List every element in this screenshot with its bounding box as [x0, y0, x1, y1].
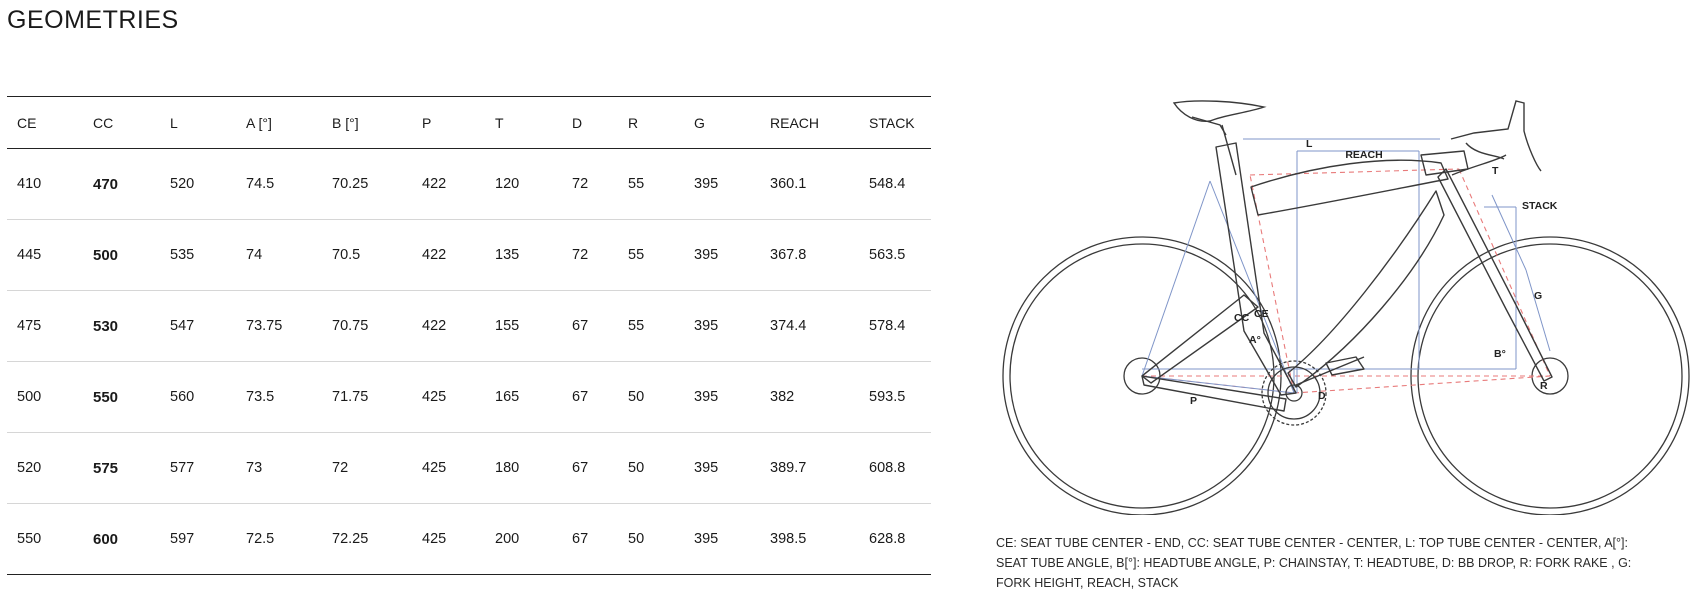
table-row — [7, 433, 931, 504]
table-cell: 67 — [562, 362, 618, 433]
table-row — [7, 504, 931, 575]
column-header: T — [485, 97, 562, 149]
column-header: L — [160, 97, 236, 149]
table-cell: 578.4 — [859, 291, 931, 362]
table-cell: 67 — [562, 504, 618, 575]
table-header-row — [7, 97, 931, 149]
label-r: R — [1540, 380, 1548, 392]
label-stack: STACK — [1522, 200, 1558, 212]
table-cell: 425 — [412, 504, 485, 575]
column-header: A [°] — [236, 97, 322, 149]
table-cell: 55 — [618, 220, 684, 291]
column-header: REACH — [760, 97, 859, 149]
table-cell: 500 — [83, 220, 160, 291]
table-cell: 395 — [684, 291, 760, 362]
label-p: P — [1190, 395, 1198, 407]
label-l: L — [1306, 138, 1313, 150]
table-cell: 500 — [7, 362, 83, 433]
table-cell: 425 — [412, 433, 485, 504]
table-cell: 50 — [618, 504, 684, 575]
table-cell: 67 — [562, 291, 618, 362]
table-cell: 382 — [760, 362, 859, 433]
table-cell: 422 — [412, 291, 485, 362]
column-header: CC — [83, 97, 160, 149]
table-cell: 597 — [160, 504, 236, 575]
table-cell: 50 — [618, 362, 684, 433]
table-cell: 422 — [412, 149, 485, 220]
table-cell: 180 — [485, 433, 562, 504]
column-header: D — [562, 97, 618, 149]
table-cell: 470 — [83, 149, 160, 220]
table-cell: 73 — [236, 433, 322, 504]
handlebar — [1451, 101, 1541, 175]
column-header: B [°] — [322, 97, 412, 149]
table-cell: 395 — [684, 362, 760, 433]
table-cell: 575 — [83, 433, 160, 504]
table-cell: 600 — [83, 504, 160, 575]
table-cell: 577 — [160, 433, 236, 504]
table-row — [7, 291, 931, 362]
table-cell: 550 — [7, 504, 83, 575]
table-cell: 550 — [83, 362, 160, 433]
table-cell: 74.5 — [236, 149, 322, 220]
table-cell: 608.8 — [859, 433, 931, 504]
table-cell: 72 — [562, 220, 618, 291]
geometry-table — [7, 96, 931, 575]
table-cell: 520 — [7, 433, 83, 504]
table-cell: 73.75 — [236, 291, 322, 362]
table-cell: 155 — [485, 291, 562, 362]
table-cell: 410 — [7, 149, 83, 220]
table-cell: 70.5 — [322, 220, 412, 291]
table-cell: 50 — [618, 433, 684, 504]
label-ce: CE — [1254, 308, 1269, 320]
table-cell: 628.8 — [859, 504, 931, 575]
table-cell: 360.1 — [760, 149, 859, 220]
table-cell: 70.25 — [322, 149, 412, 220]
table-cell: 135 — [485, 220, 562, 291]
table-cell: 73.5 — [236, 362, 322, 433]
page-title: GEOMETRIES — [7, 6, 179, 34]
table-cell: 425 — [412, 362, 485, 433]
table-cell: 563.5 — [859, 220, 931, 291]
label-cc: CC — [1234, 312, 1250, 324]
table-cell: 389.7 — [760, 433, 859, 504]
column-header: STACK — [859, 97, 931, 149]
table-cell: 593.5 — [859, 362, 931, 433]
table-cell: 120 — [485, 149, 562, 220]
table-cell: 475 — [7, 291, 83, 362]
table-cell: 547 — [160, 291, 236, 362]
table-cell: 72.25 — [322, 504, 412, 575]
table-cell: 70.75 — [322, 291, 412, 362]
bike-geometry-diagram — [996, 95, 1692, 515]
table-cell: 74 — [236, 220, 322, 291]
diagram-labels — [1190, 138, 1558, 407]
table-row — [7, 362, 931, 433]
table-cell: 200 — [485, 504, 562, 575]
table-cell: 395 — [684, 504, 760, 575]
table-cell: 67 — [562, 433, 618, 504]
table-row — [7, 220, 931, 291]
label-b: B° — [1494, 348, 1506, 360]
column-header: CE — [7, 97, 83, 149]
bike-frame — [1142, 143, 1552, 411]
label-t: T — [1492, 165, 1499, 177]
table-cell: 55 — [618, 291, 684, 362]
table-cell: 367.8 — [760, 220, 859, 291]
table-cell: 165 — [485, 362, 562, 433]
label-d: D — [1318, 390, 1326, 402]
table-cell: 395 — [684, 220, 760, 291]
column-header: R — [618, 97, 684, 149]
table-cell: 398.5 — [760, 504, 859, 575]
geometry-legend: CE: SEAT TUBE CENTER - END, CC: SEAT TUBE CENTER - CENTER, L: TOP TUBE CENTER - CENTER, A[°]: SEAT TUBE ANGLE, B[°]: HEADTUBE ANGLE, P: CHAINSTAY, T: HEADTUBE, D: BB DROP, R: FORK RAKE , G: FORK HEIGHT, REACH, STACK — [996, 536, 1632, 590]
column-header: P — [412, 97, 485, 149]
table-cell: 560 — [160, 362, 236, 433]
table-row — [7, 149, 931, 220]
table-cell: 72 — [322, 433, 412, 504]
table-cell: 55 — [618, 149, 684, 220]
table-cell: 530 — [83, 291, 160, 362]
measure-lines — [1142, 139, 1550, 393]
table-cell: 520 — [160, 149, 236, 220]
column-header: G — [684, 97, 760, 149]
table-cell: 72 — [562, 149, 618, 220]
table-cell: 395 — [684, 433, 760, 504]
table-cell: 72.5 — [236, 504, 322, 575]
table-cell: 535 — [160, 220, 236, 291]
table-cell: 422 — [412, 220, 485, 291]
table-cell: 395 — [684, 149, 760, 220]
label-a: A° — [1249, 334, 1261, 346]
table-cell: 374.4 — [760, 291, 859, 362]
label-g: G — [1534, 290, 1543, 302]
table-cell: 71.75 — [322, 362, 412, 433]
table-cell: 548.4 — [859, 149, 931, 220]
label-reach: REACH — [1345, 149, 1383, 161]
table-cell: 445 — [7, 220, 83, 291]
